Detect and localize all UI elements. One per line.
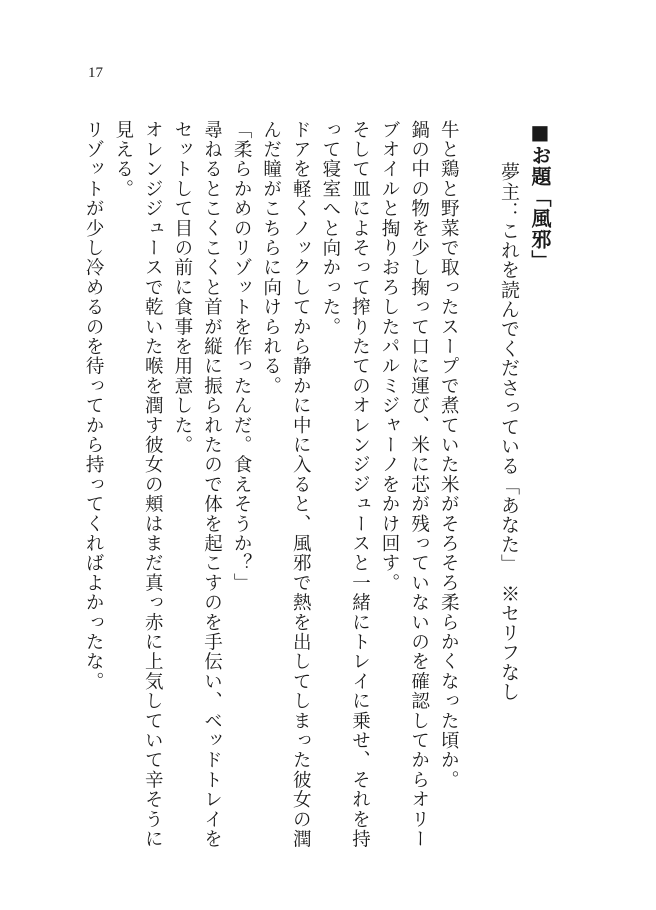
paragraph-6: 尋ねるとこくこくと首が縦に振られたので体を起こすのを手伝い、ベッドトレイをセットして目の前に食事を用意した。 xyxy=(171,120,223,849)
topic-heading: ■お題「風邪」 xyxy=(528,120,552,271)
paragraph-8: リゾットが少し冷めるのを待ってから持ってくればよかったな。 xyxy=(83,120,105,692)
paragraph-4: ドアを軽くノックしてから静かに中に入ると、風邪で熱を出してしまった彼女の潤んだ瞳がこちらに向けられる。 xyxy=(260,120,312,849)
story-text xyxy=(83,120,556,860)
section-spacer xyxy=(463,120,493,860)
paragraph-5-dialogue: 「柔らかめのリゾットを作ったんだ。食えそうか？」 xyxy=(231,120,253,593)
paragraph-3: そして皿によそって搾りたてのオレンジジュースと一緒にトレイに乗せ、それを持って寝室へと向かった。 xyxy=(319,120,371,849)
topic-subheading: 夢主：これを読んでくださっている「あなた」 ※セリフなし xyxy=(498,161,520,702)
paragraph-2: 鍋の中の物を少し掬って口に運び、米に芯が残っていないのを確認してからオリーブオイルと掏りおろしたパルミジャーノをかけ回す。 xyxy=(379,120,430,849)
paragraph-1: 牛と鶏と野菜で取ったスープで煮ていた米がそろそろ柔らかくなった頃か。 xyxy=(438,120,460,790)
paragraph-7: オレンジジュースで乾いた喉を潤す彼女の頬はまだ真っ赤に上気していて辛そうに見える。 xyxy=(112,120,164,849)
page-number: 17 xyxy=(88,65,103,81)
